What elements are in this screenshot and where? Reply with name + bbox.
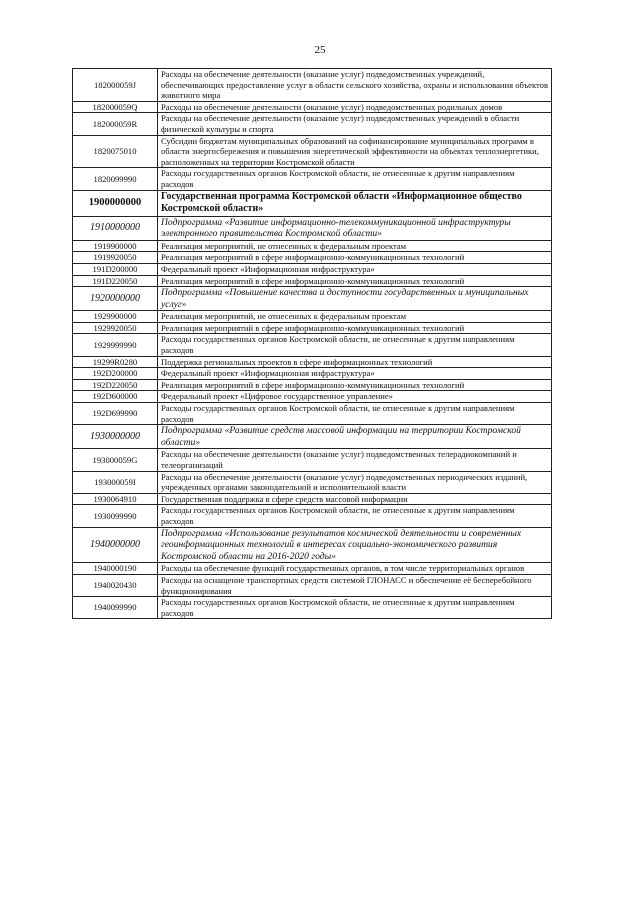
expense-code: 1919920050 — [73, 252, 158, 264]
table-row — [73, 471, 552, 493]
expense-description: Субсидии бюджетам муниципальных образований на софинансирование муниципальных программ в области энергосбережения и повышения энергетической эффективности на объектах теплоэнергетики, расположенных на территории Костромской области — [158, 135, 552, 168]
expense-code: 182000059Q — [73, 101, 158, 113]
expense-description: Расходы государственных органов Костромской области, не отнесенные к другим направлениям расходов — [158, 334, 552, 356]
expense-code: 1900000000 — [73, 190, 158, 216]
expense-description: Реализация мероприятий в сфере информационно-коммуникационных технологий — [158, 275, 552, 287]
expense-code: 1929900000 — [73, 311, 158, 323]
expense-code: 191D200000 — [73, 263, 158, 275]
expense-code: 1930099990 — [73, 505, 158, 527]
expense-description: Расходы на обеспечение деятельности (оказание услуг) подведомственных родильных домов — [158, 101, 552, 113]
table-row — [73, 101, 552, 113]
expense-description: Расходы на обеспечение деятельности (оказание услуг) подведомственных телерадиокомпаний и телеорганизаций — [158, 449, 552, 471]
expense-description: Подпрограмма «Использование результатов космической деятельности и современных геоинформационных технологий в интересах социально-экономического развития Костромской области на 2016-2020 годы» — [158, 527, 552, 563]
expense-code: 1820099990 — [73, 168, 158, 190]
expense-description: Подпрограмма «Развитие средств массовой информации на территории Костромской области» — [158, 425, 552, 449]
expense-code: 192D600000 — [73, 391, 158, 403]
page-number: 25 — [314, 44, 326, 56]
expense-code: 1919900000 — [73, 240, 158, 252]
expense-description: Подпрограмма «Развитие информационно-телекоммуникационной инфраструктуры электронного правительства Костромской области» — [158, 216, 552, 240]
table-row — [73, 403, 552, 425]
table-row — [73, 597, 552, 619]
expense-description: Федеральный проект «Цифровое государственное управление» — [158, 391, 552, 403]
expense-code: 193000059I — [73, 471, 158, 493]
expense-description: Реализация мероприятий в сфере информационно-коммуникационных технологий — [158, 252, 552, 264]
table-row — [73, 356, 552, 368]
table-body — [73, 69, 552, 619]
table-row — [73, 425, 552, 449]
expense-code: 1929999990 — [73, 334, 158, 356]
expense-code: 182000059J — [73, 69, 158, 102]
expense-description: Расходы государственных органов Костромской области, не отнесенные к другим направлениям расходов — [158, 168, 552, 190]
table-row — [73, 563, 552, 575]
expense-description: Реализация мероприятий в сфере информационно-коммуникационных технологий — [158, 322, 552, 334]
table-row — [73, 449, 552, 471]
expense-code: 19299R0280 — [73, 356, 158, 368]
table-row — [73, 69, 552, 102]
expense-description: Расходы на обеспечение функций государственных органов, в том числе территориальных органов — [158, 563, 552, 575]
expense-code: 1929920050 — [73, 322, 158, 334]
expense-code: 1930064910 — [73, 493, 158, 505]
table-row — [73, 190, 552, 216]
table-row — [73, 113, 552, 135]
table-row — [73, 368, 552, 380]
expense-description: Государственная поддержка в сфере средств массовой информации — [158, 493, 552, 505]
table-row — [73, 379, 552, 391]
table-row — [73, 311, 552, 323]
expense-description: Реализация мероприятий, не отнесенных к федеральным проектам — [158, 240, 552, 252]
table-row — [73, 275, 552, 287]
expense-description: Расходы на оснащение транспортных средств системой ГЛОНАСС и обеспечение её бесперебойного функционирования — [158, 574, 552, 596]
expense-description: Расходы на обеспечение деятельности (оказание услуг) подведомственных учреждений, обеспечивающих предоставление услуг в области сельского хозяйства, охраны и использования объектов животного мира — [158, 69, 552, 102]
expense-description: Федеральный проект «Информационная инфраструктура» — [158, 263, 552, 275]
expense-description: Подпрограмма «Повышение качества и доступности государственных и муниципальных услуг» — [158, 287, 552, 311]
expense-code: 1910000000 — [73, 216, 158, 240]
expense-code: 1940000000 — [73, 527, 158, 563]
expense-description: Государственная программа Костромской области «Информационное общество Костромской области» — [158, 190, 552, 216]
expense-code: 192D220050 — [73, 379, 158, 391]
expense-description: Расходы на обеспечение деятельности (оказание услуг) подведомственных периодических изданий, учрежденных органами законодательной и исполнительной власти — [158, 471, 552, 493]
expense-code: 191D220050 — [73, 275, 158, 287]
budget-codes-table — [72, 68, 552, 619]
expense-code: 192D200000 — [73, 368, 158, 380]
expense-description: Расходы государственных органов Костромской области, не отнесенные к другим направлениям расходов — [158, 403, 552, 425]
expense-code: 1920000000 — [73, 287, 158, 311]
expense-description: Расходы государственных органов Костромской области, не отнесенные к другим направлениям расходов — [158, 597, 552, 619]
table-row — [73, 263, 552, 275]
expense-description: Расходы государственных органов Костромской области, не отнесенные к другим направлениям расходов — [158, 505, 552, 527]
expense-code: 1940000190 — [73, 563, 158, 575]
expense-description: Федеральный проект «Информационная инфраструктура» — [158, 368, 552, 380]
expense-description: Поддержка региональных проектов в сфере информационных технологий — [158, 356, 552, 368]
table-row — [73, 216, 552, 240]
expense-code: 193000059G — [73, 449, 158, 471]
table-row — [73, 493, 552, 505]
table-row — [73, 252, 552, 264]
table-row — [73, 240, 552, 252]
expense-code: 1930000000 — [73, 425, 158, 449]
table-row — [73, 391, 552, 403]
table-row — [73, 505, 552, 527]
expense-code: 1940099990 — [73, 597, 158, 619]
expense-description: Реализация мероприятий в сфере информационно-коммуникационных технологий — [158, 379, 552, 391]
expense-code: 1940020430 — [73, 574, 158, 596]
expense-code: 1820075010 — [73, 135, 158, 168]
table-row — [73, 287, 552, 311]
table-row — [73, 527, 552, 563]
table-row — [73, 334, 552, 356]
table-row — [73, 574, 552, 596]
table-row — [73, 322, 552, 334]
expense-code: 182000059R — [73, 113, 158, 135]
expense-code: 192D699990 — [73, 403, 158, 425]
table-row — [73, 168, 552, 190]
expense-description: Расходы на обеспечение деятельности (оказание услуг) подведомственных учреждений в области физической культуры и спорта — [158, 113, 552, 135]
table-row — [73, 135, 552, 168]
expense-description: Реализация мероприятий, не отнесенных к федеральным проектам — [158, 311, 552, 323]
